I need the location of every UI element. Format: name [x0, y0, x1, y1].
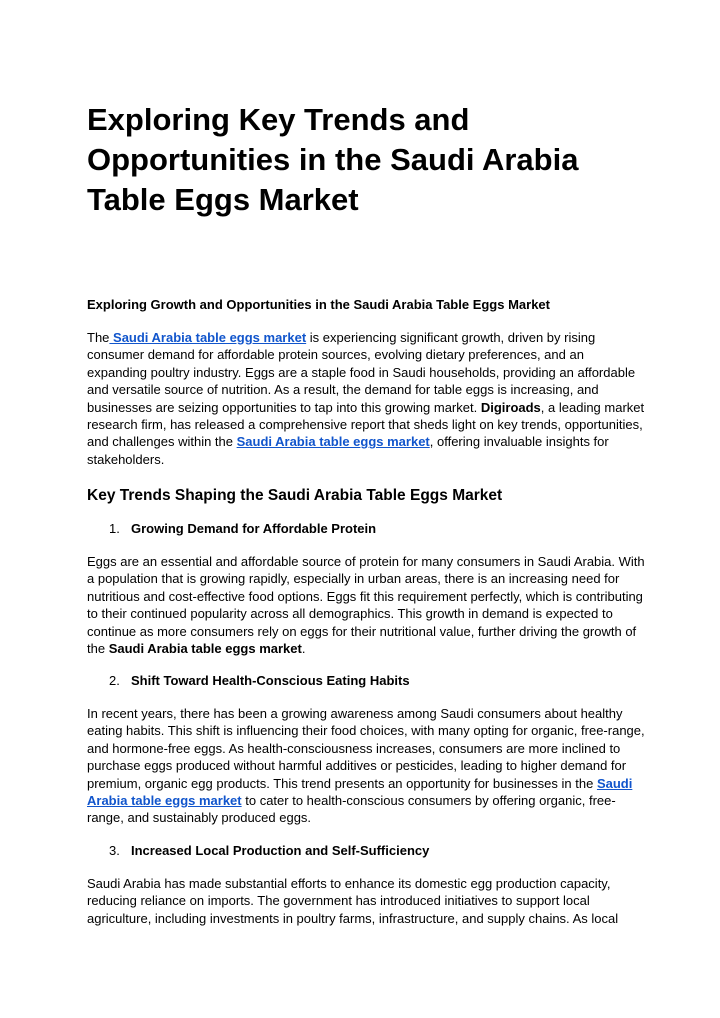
saudi-eggs-market-link-2[interactable]: Saudi Arabia table eggs market	[236, 434, 430, 450]
trend-1-bold: Saudi Arabia table eggs market	[108, 641, 302, 657]
intro-text-3: , a leading market research firm, has released a comprehensive report that sheds light on key trends, opportunities, and challenges within the	[87, 399, 645, 450]
saudi-eggs-market-link[interactable]: Saudi Arabia table eggs market	[109, 330, 307, 345]
trend-2-paragraph	[87, 705, 647, 827]
intro-text-4: , offering invaluable insights for stakeholders.	[87, 434, 609, 467]
section-heading: Key Trends Shaping the Saudi Arabia Table Eggs Market	[87, 487, 503, 504]
intro-paragraph	[87, 329, 647, 468]
list-item-title: Shift Toward Health-Conscious Eating Habits	[131, 673, 410, 688]
trend-2-text-1: In recent years, there has been a growing awareness among Saudi consumers about healthy eating habits. This shift is influencing their food choices, with many opting for organic, free-range, and hormone-free eggs. As health-consciousness increases, consumers are more inclined to purchase eggs produced without harmful additives or pesticides, leading to higher demand for premium, organic egg products. This trend presents an opportunity for businesses in the	[87, 706, 645, 791]
list-number: 3.	[109, 843, 120, 858]
list-item-title: Increased Local Production and Self-Sufficiency	[131, 843, 430, 858]
trend-3-text-1: Saudi Arabia has made substantial efforts to enhance its domestic egg production capacity, reducing reliance on imports. The government has introduced initiatives to support local agriculture, including investments in poultry farms, infrastructure, and supply chains. As local	[87, 876, 619, 926]
intro-text-1: The	[87, 330, 110, 345]
trend-1-text-2: .	[301, 641, 306, 657]
trend-2-text-2: to cater to health-conscious consumers by offering organic, free-range, and sustainably produced eggs.	[87, 793, 616, 826]
intro-text-2: is experiencing significant growth, driven by rising consumer demand for affordable protein sources, evolving dietary preferences, and an expanding poultry industry. Eggs are a staple food in Saudi households, providing an affordable and versatile source of nutrition. As a result, the demand for table eggs is increasing, and businesses are seizing opportunities to tap into this growing market.	[87, 330, 636, 415]
trend-1-text-1: Eggs are an essential and affordable source of protein for many consumers in Saudi Arabia. With a population that is growing rapidly, especially in urban areas, there is an increasing need for nutritious and cost-effective food options. Eggs fit this requirement perfectly, which is contributing to their continued popularity across all demographics. This growth in demand is expected to continue as more consumers rely on eggs for their nutritional value, further driving the growth of the	[87, 554, 645, 657]
document-title: Exploring Key Trends and Opportunities in the Saudi Arabia Table Eggs Market	[87, 102, 579, 217]
digiroads-name: Digiroads	[480, 399, 541, 415]
saudi-eggs-market-link-3[interactable]: Saudi Arabia table eggs market	[87, 775, 633, 809]
list-item-title: Growing Demand for Affordable Protein	[131, 521, 377, 536]
list-number: 1.	[109, 521, 120, 536]
trend-3-paragraph	[87, 875, 647, 927]
trend-1-paragraph	[87, 553, 647, 657]
list-number: 2.	[109, 673, 120, 688]
document-subheading: Exploring Growth and Opportunities in the Saudi Arabia Table Eggs Market	[87, 297, 550, 312]
